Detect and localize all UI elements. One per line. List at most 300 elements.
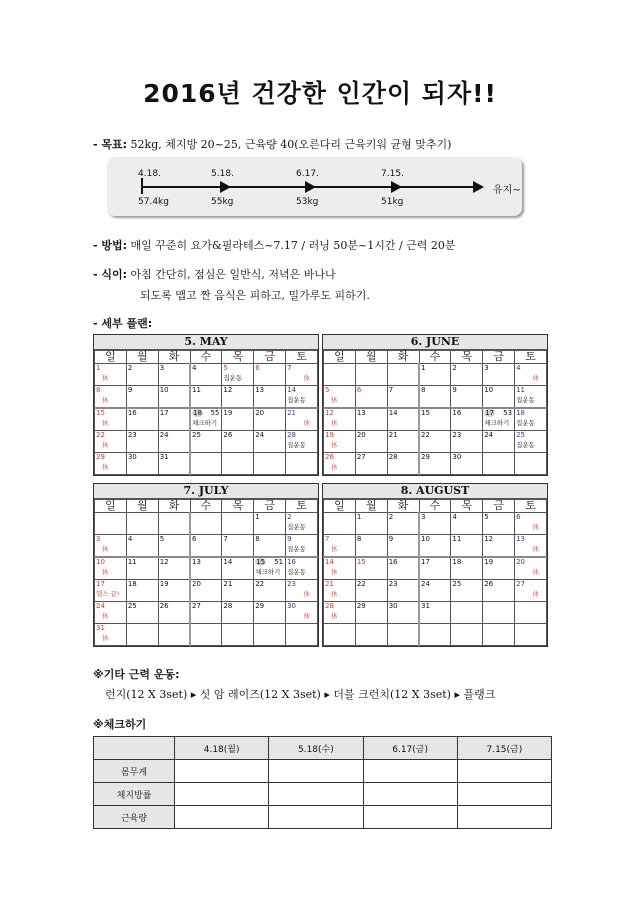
check-col-header: 4.18(월): [175, 737, 269, 760]
day-cell[interactable]: [419, 364, 451, 386]
day-number-text: 18: [452, 558, 462, 566]
day-cell[interactable]: [190, 535, 222, 558]
day-cell[interactable]: [158, 624, 190, 646]
day-cell[interactable]: [222, 535, 254, 558]
day-cell[interactable]: [387, 513, 419, 535]
day-cell[interactable]: [483, 602, 515, 624]
day-cell[interactable]: [95, 364, 127, 386]
day-number: [287, 602, 316, 612]
day-cell[interactable]: [451, 624, 483, 646]
timeline-date: 6.17.: [296, 169, 319, 179]
day-cell[interactable]: [355, 386, 387, 409]
check-row: [94, 783, 552, 806]
day-cell[interactable]: [515, 386, 547, 409]
day-cell[interactable]: [419, 453, 451, 475]
day-cell[interactable]: [190, 364, 222, 386]
day-note: 집운동: [287, 441, 306, 449]
day-cell[interactable]: [222, 513, 254, 535]
day-cell[interactable]: [254, 386, 286, 409]
day-cell[interactable]: [254, 557, 286, 580]
calendar-title: 6. JUNE: [323, 335, 547, 350]
day-note: 休: [331, 612, 338, 620]
day-cell[interactable]: [324, 580, 356, 602]
day-number: [255, 580, 284, 590]
timeline-weight: 57.4kg: [138, 197, 169, 207]
day-cell[interactable]: [190, 408, 222, 431]
day-cell[interactable]: [451, 557, 483, 580]
day-cell[interactable]: [222, 580, 254, 602]
day-note: 집운동: [516, 441, 535, 449]
day-cell[interactable]: [419, 624, 451, 646]
calendar-title: 7. JULY: [94, 484, 318, 499]
day-cell[interactable]: [483, 624, 515, 646]
day-number: [223, 580, 252, 590]
other-exercise-label: ※기타 근력 운동:: [93, 668, 180, 681]
day-cell[interactable]: [95, 513, 127, 535]
goal-text: 52kg, 체지방 20~25, 근육량 40(오른다리 근육키워 균형 맞추기): [130, 138, 452, 151]
day-cell[interactable]: [419, 431, 451, 453]
day-cell[interactable]: [387, 453, 419, 475]
day-number-text: 10: [96, 558, 105, 566]
day-cell[interactable]: [483, 535, 515, 558]
day-cell[interactable]: [254, 453, 286, 475]
day-number-text: 24: [421, 580, 430, 588]
day-cell[interactable]: [126, 513, 158, 535]
day-cell[interactable]: [286, 557, 318, 580]
day-cell[interactable]: [95, 580, 127, 602]
week-row: [324, 624, 547, 646]
day-cell[interactable]: [222, 408, 254, 431]
day-number: [255, 513, 284, 523]
check-cell[interactable]: [457, 760, 551, 783]
day-number-text: 15: [356, 558, 366, 566]
day-cell[interactable]: [158, 453, 190, 475]
day-note: 休: [102, 396, 109, 404]
day-cell[interactable]: [515, 513, 547, 535]
day-note: 休: [102, 419, 109, 427]
day-note: 休: [331, 396, 338, 404]
day-number-text: 2: [287, 513, 292, 521]
day-cell[interactable]: [355, 580, 387, 602]
day-cell[interactable]: [387, 580, 419, 602]
day-cell[interactable]: [158, 386, 190, 409]
day-cell[interactable]: [222, 557, 254, 580]
day-cell[interactable]: [515, 624, 547, 646]
check-cell[interactable]: [175, 783, 269, 806]
day-cell[interactable]: [419, 535, 451, 558]
day-number-text: 26: [159, 602, 169, 610]
day-cell[interactable]: [515, 535, 547, 558]
day-number-text: 25: [516, 431, 525, 439]
day-number: [389, 409, 417, 419]
day-number-text: 23: [452, 431, 462, 439]
arrow-icon: [473, 181, 484, 193]
day-cell[interactable]: [515, 602, 547, 624]
day-cell[interactable]: [387, 535, 419, 558]
day-number: [192, 535, 220, 545]
weekday-header: 토: [515, 351, 547, 364]
day-number-text: 27: [356, 453, 366, 461]
day-cell[interactable]: [286, 431, 318, 453]
week-row: [324, 408, 547, 431]
day-cell[interactable]: [190, 453, 222, 475]
weekday-header: 월: [126, 500, 158, 513]
day-cell[interactable]: [355, 557, 387, 580]
day-number-text: 20: [356, 431, 366, 439]
check-cell[interactable]: [457, 806, 551, 829]
weekday-header: 월: [355, 351, 387, 364]
day-number-text: 12: [223, 386, 233, 394]
day-cell[interactable]: [419, 602, 451, 624]
day-number-text: 30: [127, 453, 137, 461]
day-cell[interactable]: [387, 602, 419, 624]
week-row: [324, 453, 547, 475]
day-cell[interactable]: [222, 602, 254, 624]
day-cell[interactable]: [286, 580, 318, 602]
day-cell[interactable]: [126, 580, 158, 602]
day-cell[interactable]: [451, 408, 483, 431]
check-row-label: 체지방률: [94, 783, 175, 806]
timeline-weight: 53kg: [296, 197, 319, 207]
day-cell[interactable]: [286, 624, 318, 646]
day-cell[interactable]: [355, 431, 387, 453]
day-cell[interactable]: [286, 364, 318, 386]
day-number-text: 16: [452, 409, 462, 417]
day-cell[interactable]: [286, 513, 318, 535]
day-number: [96, 535, 125, 545]
day-number-text: 4: [127, 535, 133, 543]
day-cell[interactable]: [483, 453, 515, 475]
day-cell[interactable]: [451, 513, 483, 535]
check-cell[interactable]: [457, 783, 551, 806]
day-cell[interactable]: [515, 364, 547, 386]
check-row: [94, 806, 552, 829]
day-number: [160, 386, 188, 396]
day-cell[interactable]: [190, 624, 222, 646]
day-cell[interactable]: [254, 602, 286, 624]
day-cell[interactable]: [254, 364, 286, 386]
day-number: [389, 431, 417, 441]
day-note: 休: [303, 590, 310, 598]
day-number: [192, 386, 220, 396]
day-cell[interactable]: [95, 453, 127, 475]
day-note: 休: [532, 523, 539, 531]
day-cell[interactable]: [222, 453, 254, 475]
day-cell[interactable]: [254, 408, 286, 431]
day-cell[interactable]: [483, 431, 515, 453]
day-number-text: 31: [159, 453, 169, 461]
day-cell[interactable]: [222, 364, 254, 386]
day-cell[interactable]: [451, 364, 483, 386]
day-number: [128, 535, 157, 545]
day-number-text: 27: [192, 602, 201, 610]
day-cell[interactable]: [483, 364, 515, 386]
day-cell[interactable]: [158, 580, 190, 602]
day-cell[interactable]: [254, 513, 286, 535]
day-cell[interactable]: [324, 364, 356, 386]
weekday-row: [324, 500, 547, 513]
day-cell[interactable]: [355, 535, 387, 558]
day-cell[interactable]: [95, 557, 127, 580]
day-number-text: 1: [96, 364, 101, 372]
check-cell[interactable]: [175, 760, 269, 783]
day-cell[interactable]: [190, 513, 222, 535]
day-cell[interactable]: [324, 602, 356, 624]
day-cell[interactable]: [355, 602, 387, 624]
day-number-text: 26: [325, 453, 334, 461]
day-number-text: 10: [159, 386, 169, 394]
day-cell[interactable]: [158, 408, 190, 431]
day-cell[interactable]: [324, 453, 356, 475]
day-number-text: 22: [96, 431, 105, 439]
day-cell[interactable]: [126, 386, 158, 409]
day-number-text: 7: [223, 535, 228, 543]
check-cell[interactable]: [363, 783, 457, 806]
day-number-text: 26: [223, 431, 233, 439]
day-number-text: 15: [421, 409, 430, 417]
day-number: [160, 602, 188, 612]
day-cell[interactable]: [324, 535, 356, 558]
check-cell[interactable]: [269, 806, 363, 829]
day-number: [389, 513, 417, 523]
day-cell[interactable]: [387, 557, 419, 580]
day-number: [128, 409, 157, 419]
day-cell[interactable]: [254, 624, 286, 646]
weekday-header: 일: [324, 351, 356, 364]
day-number: [516, 580, 545, 590]
day-number-text: 6: [192, 535, 197, 543]
day-number: [223, 364, 252, 374]
day-cell[interactable]: [190, 557, 222, 580]
day-cell[interactable]: [387, 386, 419, 409]
day-number-text: 9: [388, 535, 394, 543]
day-number: [96, 453, 125, 463]
week-row: [324, 557, 547, 580]
method-text: 매일 꾸준히 요가&필라테스~7.17 / 러닝 50분~1시간 / 근력 20분: [130, 239, 456, 252]
day-number-text: 4: [452, 513, 457, 521]
day-number-text: 3: [159, 364, 165, 372]
day-cell[interactable]: [419, 557, 451, 580]
day-cell[interactable]: [515, 408, 547, 431]
day-number-text: 29: [96, 453, 105, 461]
goal-label: - 목표:: [93, 138, 128, 151]
day-cell[interactable]: [95, 431, 127, 453]
check-col-header: 7.15(금): [457, 737, 551, 760]
week-row: [95, 431, 318, 453]
day-note: 休: [102, 374, 109, 382]
day-cell[interactable]: [286, 535, 318, 558]
day-cell[interactable]: [451, 386, 483, 409]
week-row: [95, 408, 318, 431]
day-cell[interactable]: [126, 535, 158, 558]
day-number-text: 13: [255, 386, 265, 394]
day-cell[interactable]: [286, 386, 318, 409]
day-number: [96, 602, 125, 612]
day-cell[interactable]: [222, 386, 254, 409]
day-number-text: 6: [516, 513, 521, 521]
check-row-label: 근육량: [94, 806, 175, 829]
day-cell[interactable]: [158, 557, 190, 580]
day-note: 休: [331, 419, 338, 427]
day-cell[interactable]: [419, 386, 451, 409]
day-cell[interactable]: [515, 557, 547, 580]
day-cell[interactable]: [324, 431, 356, 453]
day-number: [160, 431, 188, 441]
weekday-header: 수: [190, 351, 222, 364]
day-number-text: 7: [388, 386, 394, 394]
day-number-text: 9: [287, 535, 292, 543]
day-cell[interactable]: [126, 364, 158, 386]
day-cell[interactable]: [515, 431, 547, 453]
day-cell[interactable]: [222, 624, 254, 646]
day-cell[interactable]: [451, 453, 483, 475]
method-label: - 방법:: [93, 239, 128, 252]
day-number-text: 3: [484, 364, 489, 372]
day-number-text: 16: [388, 558, 398, 566]
day-cell[interactable]: [324, 386, 356, 409]
weekday-header: 일: [95, 500, 127, 513]
check-cell[interactable]: [363, 806, 457, 829]
day-number-text: 23: [287, 580, 296, 588]
calendar-june: [322, 334, 548, 476]
day-cell[interactable]: [387, 624, 419, 646]
day-number: [223, 386, 252, 396]
day-cell[interactable]: [483, 513, 515, 535]
day-number-text: 29: [421, 453, 430, 461]
day-cell[interactable]: [451, 535, 483, 558]
day-cell[interactable]: [451, 602, 483, 624]
day-number-text: 19: [223, 409, 233, 417]
day-cell[interactable]: [286, 453, 318, 475]
day-number: [325, 580, 354, 590]
week-row: [95, 386, 318, 409]
day-number: [357, 453, 386, 463]
day-cell[interactable]: [324, 557, 356, 580]
day-cell[interactable]: [419, 580, 451, 602]
day-cell[interactable]: [483, 580, 515, 602]
weekday-header: 월: [355, 500, 387, 513]
day-cell[interactable]: [95, 624, 127, 646]
day-cell[interactable]: [95, 386, 127, 409]
day-cell[interactable]: [158, 535, 190, 558]
check-cell[interactable]: [269, 760, 363, 783]
day-cell[interactable]: [419, 513, 451, 535]
day-number-text: 10: [484, 386, 494, 394]
day-note: 休: [331, 545, 338, 553]
day-cell[interactable]: [190, 580, 222, 602]
day-number: [357, 431, 386, 441]
target-weight: 55: [210, 409, 220, 417]
day-number-text: 5: [325, 386, 330, 394]
day-cell[interactable]: [126, 557, 158, 580]
week-row: [324, 431, 547, 453]
check-col-header: 6.17(금): [363, 737, 457, 760]
day-number: [255, 602, 284, 612]
day-cell[interactable]: [158, 364, 190, 386]
day-number: [484, 386, 513, 396]
day-cell[interactable]: [286, 408, 318, 431]
day-cell[interactable]: [190, 386, 222, 409]
day-cell[interactable]: [222, 431, 254, 453]
day-number: [389, 602, 417, 612]
day-number: [484, 513, 513, 523]
check-cell[interactable]: [363, 760, 457, 783]
day-cell[interactable]: [324, 513, 356, 535]
day-number: [223, 409, 252, 419]
day-number-text: 16: [287, 558, 296, 566]
day-cell[interactable]: [190, 602, 222, 624]
check-cell[interactable]: [175, 806, 269, 829]
check-cell[interactable]: [269, 783, 363, 806]
day-number: [160, 409, 188, 419]
day-cell[interactable]: [126, 431, 158, 453]
day-cell[interactable]: [158, 431, 190, 453]
day-cell[interactable]: [387, 364, 419, 386]
day-number: [223, 558, 252, 568]
day-cell[interactable]: [483, 386, 515, 409]
day-number-text: 14: [223, 558, 233, 566]
day-cell[interactable]: [158, 602, 190, 624]
day-note: 休: [532, 545, 539, 553]
day-cell[interactable]: [515, 580, 547, 602]
day-cell[interactable]: [254, 580, 286, 602]
day-cell[interactable]: [286, 602, 318, 624]
day-cell[interactable]: [483, 408, 515, 431]
day-cell[interactable]: [483, 557, 515, 580]
day-cell[interactable]: [451, 431, 483, 453]
day-cell[interactable]: [324, 408, 356, 431]
day-number-text: 25: [192, 431, 201, 439]
weekday-header: 화: [158, 500, 190, 513]
check-row-label: 몸무게: [94, 760, 175, 783]
day-cell[interactable]: [190, 431, 222, 453]
day-cell[interactable]: [126, 453, 158, 475]
day-cell[interactable]: [254, 431, 286, 453]
day-cell[interactable]: [451, 580, 483, 602]
day-cell[interactable]: [387, 431, 419, 453]
day-cell[interactable]: [324, 624, 356, 646]
weekday-header: 토: [515, 500, 547, 513]
day-number-text: 24: [484, 431, 494, 439]
day-cell[interactable]: [355, 408, 387, 431]
day-cell[interactable]: [355, 364, 387, 386]
day-number: [255, 409, 284, 419]
day-number: [357, 558, 386, 568]
day-cell[interactable]: [95, 535, 127, 558]
day-cell[interactable]: [515, 453, 547, 475]
day-number: [516, 535, 545, 545]
check-heading: [93, 716, 146, 732]
day-number-text: 4: [516, 364, 521, 372]
day-cell[interactable]: [95, 602, 127, 624]
day-cell[interactable]: [126, 408, 158, 431]
day-cell[interactable]: [95, 408, 127, 431]
day-cell[interactable]: [158, 513, 190, 535]
day-cell[interactable]: [419, 408, 451, 431]
day-cell[interactable]: [355, 513, 387, 535]
day-cell[interactable]: [126, 624, 158, 646]
day-cell[interactable]: [355, 624, 387, 646]
day-cell[interactable]: [126, 602, 158, 624]
day-cell[interactable]: [254, 535, 286, 558]
timeline-date: 5.18.: [211, 169, 234, 179]
day-number: [96, 364, 125, 374]
timeline-start-tick: [141, 178, 143, 194]
week-row: [95, 364, 318, 386]
day-cell[interactable]: [355, 453, 387, 475]
day-number: [389, 558, 417, 568]
day-cell[interactable]: [387, 408, 419, 431]
